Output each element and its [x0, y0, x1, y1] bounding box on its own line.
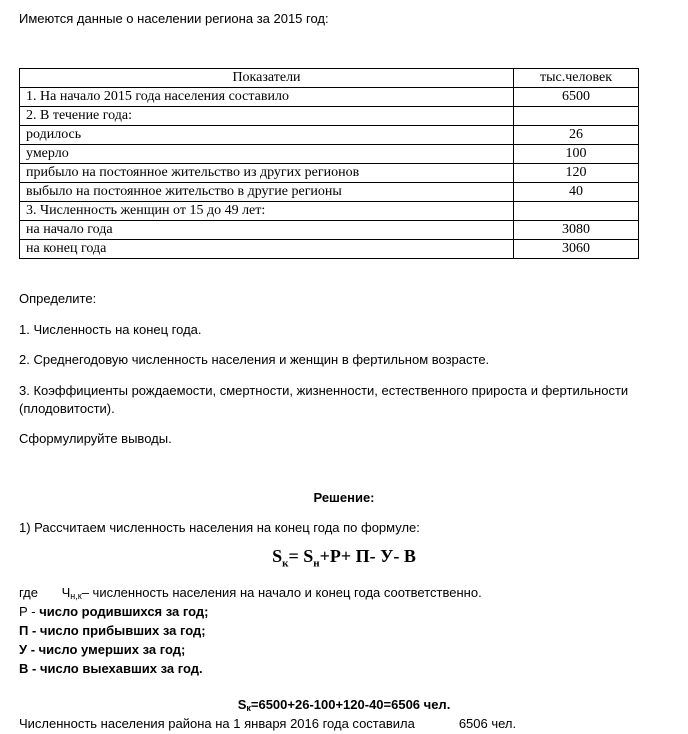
row-value: 100: [514, 145, 639, 164]
row-value: 40: [514, 183, 639, 202]
table-header-row: [20, 69, 639, 88]
table-row: [20, 221, 639, 240]
formula-sub-n: н: [313, 557, 320, 570]
row-value: [514, 107, 639, 126]
calculation-line: [0, 696, 688, 717]
table-row: [20, 164, 639, 183]
where-word: где: [19, 585, 38, 600]
row-value: 6500: [514, 88, 639, 107]
table-row: [20, 202, 639, 221]
task-item-3-line-2: (плодовитости).: [19, 401, 115, 416]
header-indicators: Показатели: [20, 69, 514, 88]
row-label: прибыло на постоянное жительство из других регионов: [20, 164, 514, 183]
table-row: [20, 145, 639, 164]
task-conclusion: Сформулируйте выводы.: [19, 431, 172, 446]
formula-sub-k: к: [282, 557, 289, 570]
header-units: тыс.человек: [514, 69, 639, 88]
definition-r-text: число родившихся за год;: [39, 604, 209, 619]
where-line: [19, 584, 482, 605]
formula-rest: +Р+ П- У- В: [319, 546, 416, 566]
where-text: – численность населения на начало и конец года соответственно.: [81, 585, 482, 600]
row-value: 3080: [514, 221, 639, 240]
row-label: родилось: [20, 126, 514, 145]
row-label: выбыло на постоянное жительство в другие регионы: [20, 183, 514, 202]
row-label: умерло: [20, 145, 514, 164]
solution-step-1: 1) Рассчитаем численность населения на конец года по формуле:: [19, 520, 420, 535]
final-answer-value: 6506 чел.: [458, 716, 517, 731]
row-value: 26: [514, 126, 639, 145]
intro-text: Имеются данные о населении региона за 2015 год:: [19, 11, 329, 26]
where-symbol: Ч: [61, 585, 71, 600]
table-row: [20, 107, 639, 126]
table-row: [20, 88, 639, 107]
final-answer: [19, 715, 516, 732]
final-answer-text: Численность населения района на 1 января 2016 года составила: [19, 716, 415, 731]
table-row: [20, 126, 639, 145]
definition-r: [19, 603, 208, 620]
calc-expression: =6500+26-100+120-40=6506 чел.: [250, 697, 451, 712]
row-label: 2. В течение года:: [20, 107, 514, 126]
task-heading: Определите:: [19, 291, 97, 306]
population-table: [19, 68, 639, 259]
table-row: [20, 240, 639, 259]
row-label: на начало года: [20, 221, 514, 240]
row-label: 1. На начало 2015 года населения составило: [20, 88, 514, 107]
row-value: 3060: [514, 240, 639, 259]
definition-p: П - число прибывших за год;: [19, 623, 206, 638]
task-item-1: 1. Численность на конец года.: [19, 322, 202, 337]
formula-mid: = S: [288, 546, 314, 566]
table-row: [20, 183, 639, 202]
definition-u: У - число умерших за год;: [19, 642, 186, 657]
row-label: 3. Численность женщин от 15 до 49 лет:: [20, 202, 514, 221]
row-value: 120: [514, 164, 639, 183]
row-value: [514, 202, 639, 221]
where-sub: н,к: [70, 591, 82, 601]
calc-s: S: [237, 697, 247, 712]
task-item-2: 2. Среднегодовую численность населения и женщин в фертильном возрасте.: [19, 352, 490, 367]
definition-v: В - число выехавших за год.: [19, 661, 203, 676]
task-item-3-line-1: 3. Коэффициенты рождаемости, смертности, жизненности, естественного прироста и фертильности: [19, 383, 629, 398]
solution-heading: Решение:: [313, 490, 375, 505]
population-formula: [0, 546, 688, 570]
calc-sub: к: [246, 703, 251, 713]
row-label: на конец года: [20, 240, 514, 259]
definition-r-prefix: Р -: [19, 604, 40, 619]
formula-s1: S: [272, 546, 283, 566]
